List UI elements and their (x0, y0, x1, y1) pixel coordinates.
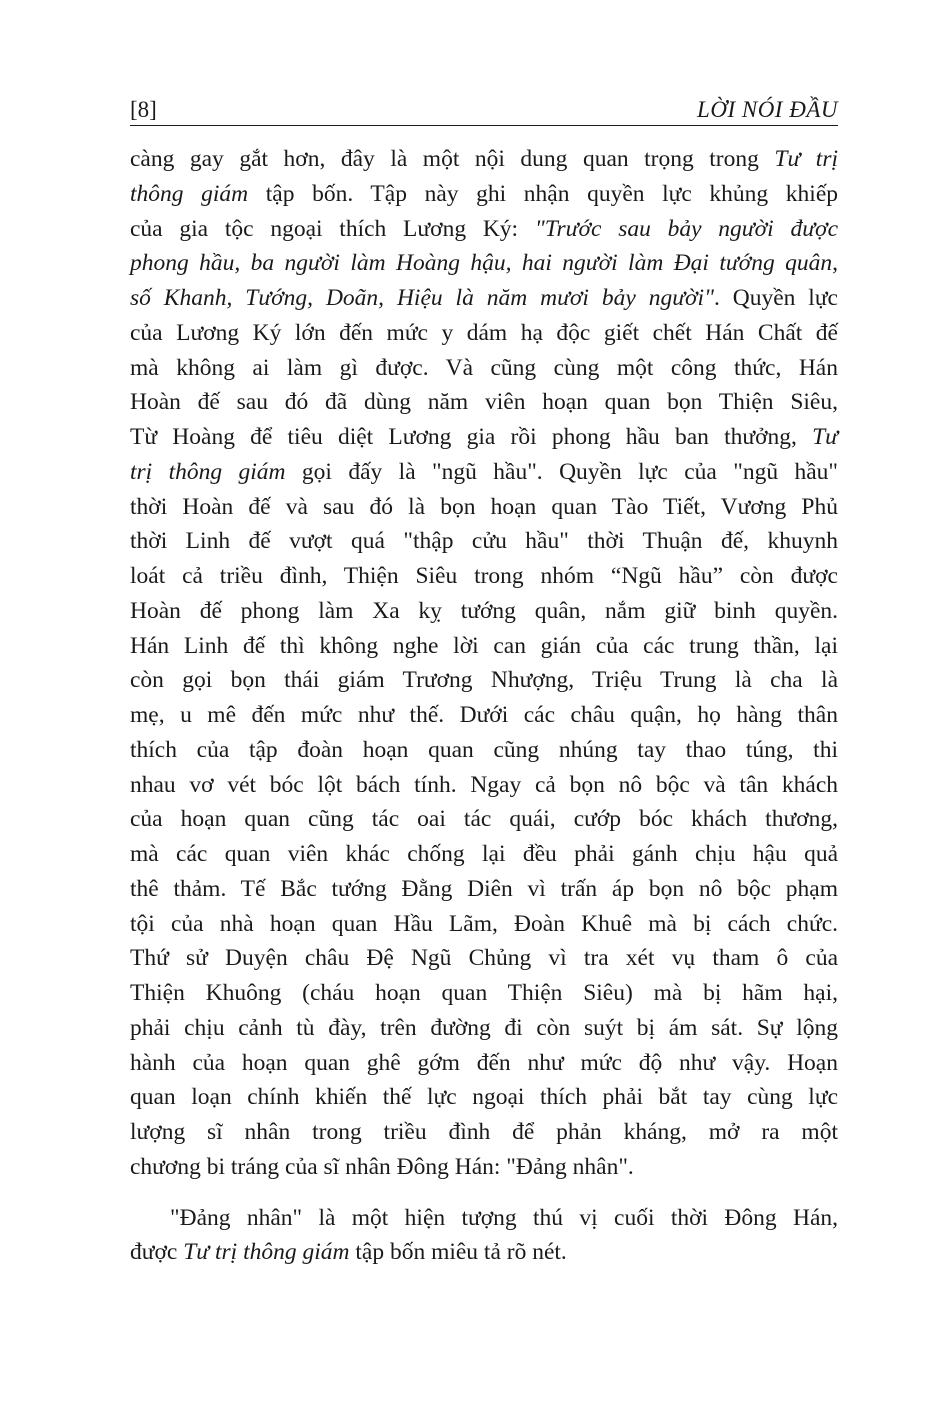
italic-run: Tư trị (774, 146, 838, 172)
text-run: Hán Linh đế thì không nghe lời can gián của các trung thần, lại (130, 632, 838, 659)
text-line (130, 629, 838, 664)
text-line (130, 907, 838, 942)
text-line (130, 212, 838, 247)
text-line (130, 177, 838, 212)
running-header (130, 95, 838, 126)
text-run: mà không ai làm gì được. Và cũng cùng một công thức, Hán (130, 354, 838, 381)
text-run: của Lương Ký lớn đến mức y dám hạ độc giết chết Hán Chất đế (130, 319, 838, 346)
text-run: mẹ, u mê đến mức như thế. Dưới các châu quận, họ hàng thân (130, 702, 838, 728)
text-line (130, 455, 838, 490)
text-line (130, 490, 838, 525)
text-run: được (130, 1239, 184, 1266)
text-line (130, 594, 838, 629)
body-text (130, 142, 838, 1270)
text-run: Hoàn đế sau đó đã dùng năm viên hoạn quan bọn Thiện Siêu, (130, 389, 838, 416)
text-line (130, 316, 838, 351)
text-line (130, 524, 838, 559)
text-run: chương bi tráng của sĩ nhân Đông Hán: "Đảng nhân". (130, 1153, 634, 1180)
text-line (130, 281, 838, 316)
text-line (130, 559, 838, 594)
text-line (130, 1150, 838, 1185)
italic-run: số Khanh, Tướng, Doãn, Hiệu là năm mươi bảy người" (130, 285, 714, 311)
text-run: Từ Hoàng để tiêu diệt Lương gia rồi phong hầu ban thưởng, (130, 424, 813, 450)
text-run: "Đảng nhân" là một hiện tượng thú vị cuối thời Đông Hán, (170, 1204, 838, 1231)
text-run: thích của tập đoàn hoạn quan cũng nhúng tay thao túng, thi (130, 736, 838, 763)
paragraph-2 (130, 1201, 838, 1271)
text-run: còn gọi bọn thái giám Trương Nhượng, Triệu Trung là cha là (130, 667, 838, 694)
text-run: thời Hoàn đế và sau đó là bọn hoạn quan Tào Tiết, Vương Phủ (130, 493, 838, 520)
text-run: của hoạn quan cũng tác oai tác quái, cướp bóc khách thương, (130, 806, 838, 833)
text-run: Thiện Khuông (cháu hoạn quan Thiện Siêu) mà bị hãm hại, (130, 980, 838, 1006)
text-line (130, 872, 838, 907)
italic-run: Tư trị thông giám (183, 1239, 350, 1266)
text-line (130, 1080, 838, 1115)
text-line (130, 351, 838, 386)
text-line (130, 1115, 838, 1150)
text-run: tập bốn. Tập này ghi nhận quyền lực khủng khiếp (248, 180, 839, 207)
text-line (130, 768, 838, 803)
text-run: càng gay gắt hơn, đây là một nội dung quan trọng trong (130, 146, 775, 172)
text-line (130, 837, 838, 872)
italic-run: thông giám (130, 180, 249, 207)
text-run: gọi đấy là "ngũ hầu". Quyền lực của "ngũ hầu" (285, 458, 838, 485)
text-line (130, 698, 838, 733)
text-run: lượng sĩ nhân trong triều đình để phản kháng, mở ra một (130, 1119, 838, 1145)
text-line (130, 1011, 838, 1046)
text-run: . Quyền lực (713, 285, 838, 311)
text-run: thê thảm. Tế Bắc tướng Đằng Diên vì trấn áp bọn nô bộc phạm (130, 875, 838, 902)
text-line (130, 733, 838, 768)
text-line (130, 142, 838, 177)
text-line (130, 802, 838, 837)
text-line (130, 1235, 838, 1270)
text-run: phải chịu cảnh tù đày, trên đường đi còn suýt bị ám sát. Sự lộng (130, 1014, 838, 1041)
text-run: của gia tộc ngoại thích Lương Ký: (130, 215, 535, 242)
italic-run: phong hầu, ba người làm Hoàng hậu, hai người làm Đại tướng quân, (130, 250, 838, 277)
text-run: tội của nhà hoạn quan Hầu Lãm, Đoàn Khuê mà bị cách chức. (130, 910, 838, 937)
chapter-title: LỜI NÓI ĐẦU (697, 97, 838, 122)
text-run: loát cả triều đình, Thiện Siêu trong nhóm “Ngũ hầu” còn được (130, 563, 838, 589)
page-number: [8] (130, 97, 157, 122)
text-run: mà các quan viên khác chống lại đều phải gánh chịu hậu quả (130, 841, 838, 867)
text-line (130, 976, 838, 1011)
italic-run: "Trước sau bảy người được (534, 215, 838, 242)
text-run: thời Linh đế vượt quá "thập cửu hầu" thời Thuận đế, khuynh (130, 528, 838, 555)
text-run: Hoàn đế phong làm Xa kỵ tướng quân, nắm giữ binh quyền. (130, 597, 838, 624)
book-page (130, 95, 838, 1270)
text-run: quan loạn chính khiến thế lực ngoại thích phải bắt tay cùng lực (130, 1084, 838, 1111)
text-run: tập bốn miêu tả rõ nét. (349, 1239, 567, 1266)
text-line (130, 246, 838, 281)
text-line (130, 941, 838, 976)
text-run: Thứ sử Duyện châu Đệ Ngũ Chủng vì tra xét vụ tham ô của (130, 945, 838, 972)
text-run: nhau vơ vét bóc lột bách tính. Ngay cả bọn nô bộc và tân khách (130, 771, 838, 798)
paragraph-1 (130, 142, 838, 1185)
italic-run: trị thông giám (130, 458, 286, 485)
text-line (130, 1046, 838, 1081)
text-run: hành của hoạn quan ghê gớm đến như mức độ như vậy. Hoạn (130, 1049, 838, 1076)
text-line (130, 420, 838, 455)
italic-run: Tư (812, 424, 838, 450)
text-line (130, 663, 838, 698)
text-line (130, 385, 838, 420)
text-line (130, 1201, 838, 1236)
